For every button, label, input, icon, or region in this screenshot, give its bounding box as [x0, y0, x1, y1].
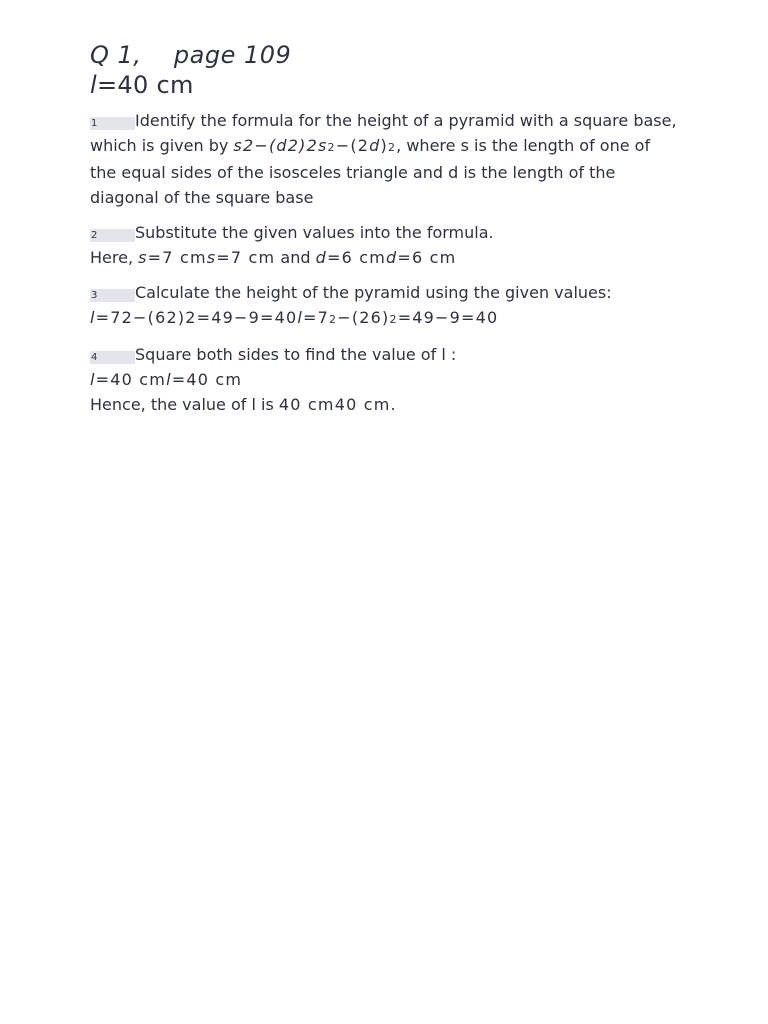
step-number-badge: 4 [90, 351, 135, 364]
formula-part-a: s2−(d2)2s [233, 136, 328, 155]
calc-exponent-2: 2 [389, 313, 398, 326]
formula-exponent-2: 2 [387, 141, 397, 154]
step-3-heading: Calculate the height of the pyramid using the given values: [135, 283, 612, 302]
step-2-heading: Substitute the given values into the formula. [135, 223, 494, 242]
step-number-badge: 2 [90, 229, 135, 242]
answer-variable: l [90, 71, 97, 99]
conclusion-text: Hence, the value of l is [90, 395, 279, 414]
calc-exponent-1: 2 [329, 313, 338, 326]
step-number-badge: 1 [90, 117, 135, 130]
conclusion-value: 40 cm40 cm [278, 395, 391, 414]
calc-part-a: l=72−(62)2=49−9=40l=7 [90, 308, 330, 327]
step-4-heading: Square both sides to find the value of l : [135, 345, 457, 364]
step-1-text-b: , where s is the length of one of the equal sides of the isosceles triangle and d is the length of the diagonal of the square base [90, 136, 651, 207]
step-1 [90, 108, 680, 210]
formula-part-b: −(2d) [335, 136, 388, 155]
step-3-calculation [90, 305, 680, 332]
formula-exponent-1: 2 [327, 141, 336, 154]
step-2 [90, 220, 680, 270]
step-4-result: l=40 cml=40 cm [90, 370, 243, 389]
step-2-line-a: Here, [90, 248, 139, 267]
step-1-text-a: Identify the formula for the height of a pyramid with a square base, which is given by [90, 111, 677, 155]
question-title: Q 1, page 109 [90, 41, 292, 69]
step-2-s-value: s=7 cms=7 cm [138, 248, 276, 267]
step-1-formula [233, 136, 396, 155]
step-number-badge: 3 [90, 289, 135, 302]
calc-part-c: =49−9=40 [397, 308, 499, 327]
solution-content [90, 40, 680, 417]
final-answer [90, 70, 680, 100]
step-4 [90, 342, 680, 417]
step-2-and: and [275, 248, 316, 267]
step-3 [90, 280, 680, 332]
conclusion-period: . [390, 395, 396, 414]
answer-value: =40 cm [96, 71, 194, 99]
step-2-d-value: d=6 cmd=6 cm [315, 248, 457, 267]
calc-part-b: −(26) [337, 308, 390, 327]
